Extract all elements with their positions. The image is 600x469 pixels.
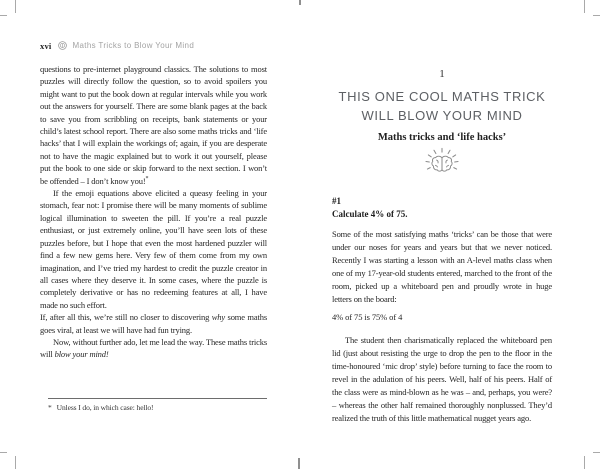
crop-mark-bottom-left-h xyxy=(0,452,7,453)
paragraph-3: If, after all this, we’re still no closer to discovering why some maths goes viral, at least we will have had fun trying. xyxy=(40,312,267,335)
left-page xyxy=(40,40,267,361)
puzzle-number: #1 xyxy=(332,196,341,206)
mind-blown-brain-icon xyxy=(332,146,552,183)
crop-mark-bottom-right-v xyxy=(584,456,585,469)
spine-mark-top xyxy=(299,0,301,5)
puzzle-heading xyxy=(332,195,552,221)
chapter-title-line-2: WILL BLOW YOUR MIND xyxy=(361,108,523,123)
brain-circle-icon xyxy=(58,41,67,50)
paragraph-2: If the emoji equations above elicited a queasy feeling in your stomach, fear not: I promise there will be many moments of sublime logical illumination to sweeten the pill. If you’re a real puzzle enthusiast, or just extremely online, you’ll have seen lots of these puzzles before, but I hope that even the most hardened puzzler will find a few new gems here. Very few of them come from my own imagination, and I’ve tried my hardest to credit the puzzle creator in all cases where they deserve it. In some cases, where the puzzle is completely derivative or has no redeeming features at all, I have made no such effort. xyxy=(40,188,267,310)
chapter-title-line-1: THIS ONE COOL MATHS TRICK xyxy=(338,89,546,104)
puzzle-prompt: Calculate 4% of 75. xyxy=(332,209,408,219)
paragraph-1: questions to pre-internet playground classics. The solutions to most puzzles will directly follow the question, so to avoid spoilers you might want to put the book down at regular intervals while you work out the answers for yourself. There are some blank pages at the back to save you from scribbling on receipts, bank statements or your child’s latest school report. There are also some maths tricks and ‘life hacks’ that I will explain the workings of; again, if you are desperate not to have the magic explained but to work it out yourself, please put the book to one side or skip forward to the next section. I won’t be offended – I don’t know you!* xyxy=(40,64,267,186)
paragraph-1: Some of the most satisfying maths ‘tricks’ can be those that were under our noses for years and years but that we never noticed. Recently I was starting a lesson with an A-level maths class when one of my 17-year-old students entered, marched to the front of the room, picked up a whiteboard pen and proudly wrote in huge letters on the board: xyxy=(332,229,552,304)
equation-line: 4% of 75 is 75% of 4 xyxy=(332,312,403,322)
footnote-rule xyxy=(48,398,267,399)
crop-mark-top-left-v xyxy=(15,0,16,13)
chapter-title xyxy=(322,87,562,125)
paragraph-2: The student then charismatically replaced the whiteboard pen lid (just about resisting the urge to drop the pen to the floor in the time-honoured ‘mic drop’ style) before turning to face the room to revel in the adulation of his peers. Well, half of his peers. Half of the class were as mind-blown as he was – and, perhaps, you were? – whereas the other half remained thoroughly nonplussed. They’d realized the truth of this little mathematical nugget years ago. xyxy=(332,335,552,423)
crop-mark-bottom-right-h xyxy=(593,452,600,453)
crop-mark-top-left-h xyxy=(0,15,7,16)
right-page xyxy=(332,60,552,425)
page-number: xvi xyxy=(40,40,52,51)
chapter-subtitle: Maths tricks and ‘life hacks’ xyxy=(377,132,507,143)
crop-mark-bottom-left-v xyxy=(15,456,16,469)
chapter-number: 1 xyxy=(439,68,445,80)
crop-mark-top-right-h xyxy=(593,15,600,16)
footnote-text: * Unless I do, in which case: hello! xyxy=(48,403,154,412)
crop-mark-top-right-v xyxy=(584,0,585,13)
running-head xyxy=(40,40,267,51)
footnote xyxy=(40,398,267,412)
paragraph-4: Now, without further ado, let me lead the way. These maths tricks will blow your mind! xyxy=(40,336,267,360)
running-title: Maths Tricks to Blow Your Mind xyxy=(72,41,195,50)
left-page-body xyxy=(40,63,267,361)
spine-mark-bottom xyxy=(298,458,300,469)
footnote-marker: * xyxy=(145,175,149,182)
